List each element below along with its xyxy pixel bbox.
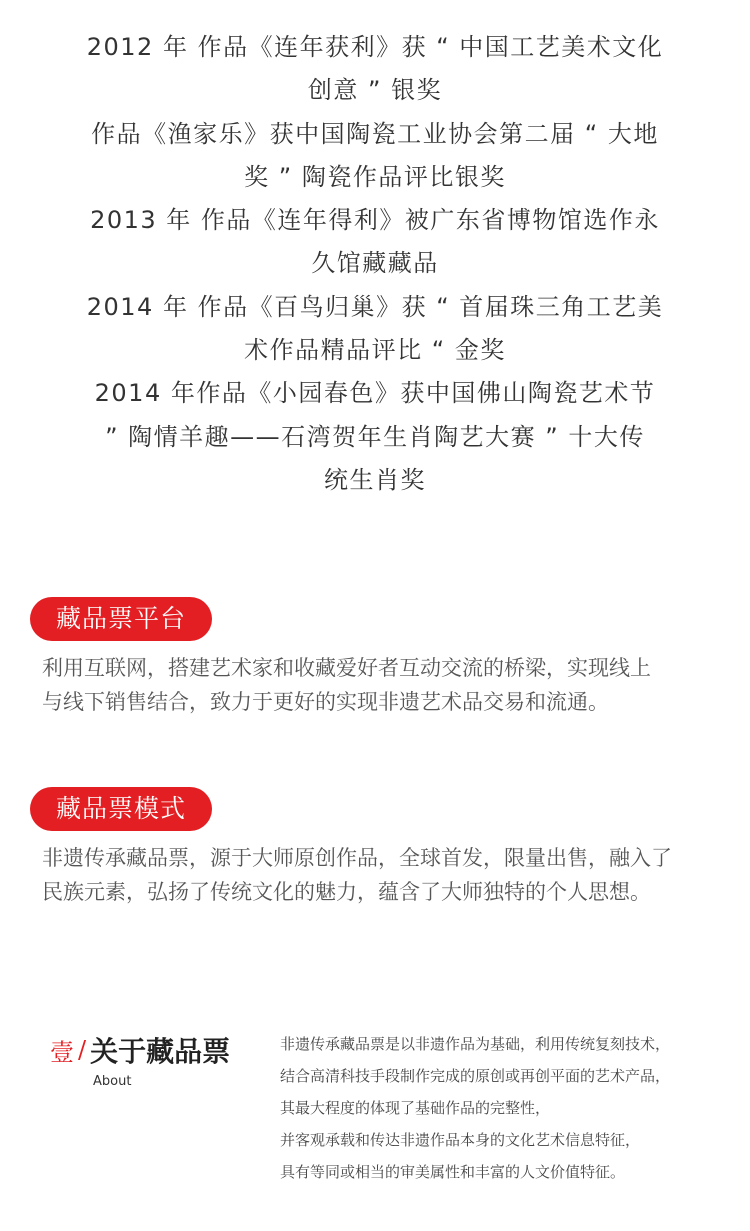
award-line: 统生肖奖 (324, 465, 426, 494)
platform-heading-badge: 藏品票平台 (30, 597, 212, 641)
award-line: 久馆藏藏品 (311, 249, 439, 278)
about-slash: / (78, 1036, 87, 1064)
about-description-line: 结合高清科技手段制作完成的原创或再创平面的艺术产品， (280, 1067, 671, 1085)
platform-description-line: 利用互联网，搭建艺术家和收藏爱好者互动交流的桥梁，实现线上 (42, 656, 651, 680)
about-description-line: 非遗传承藏品票是以非遗作品为基础，利用传统复刻技术， (280, 1035, 671, 1053)
mode-description-line: 非遗传承藏品票，源于大师原创作品，全球首发，限量出售，融入了 (42, 846, 672, 870)
award-line: 奖 ” 陶瓷作品评比银奖 (244, 162, 506, 191)
award-line: 作品《渔家乐》获中国陶瓷工业协会第二届 “ 大地 (91, 119, 659, 148)
mode-description-line: 民族元素，弘扬了传统文化的魅力，蕴含了大师独特的个人思想。 (42, 880, 651, 904)
award-line: 创意 ” 银奖 (307, 76, 443, 105)
award-line: 术作品精品评比 “ 金奖 (244, 336, 506, 365)
about-heading (50, 1030, 260, 1070)
award-line: 2014 年作品《小园春色》获中国佛山陶瓷艺术节 (94, 379, 656, 408)
award-line: 2012 年 作品《连年获利》获 “ 中国工艺美术文化 (86, 33, 664, 61)
about-description-line: 并客观承载和传达非遗作品本身的文化艺术信息特征， (280, 1131, 641, 1149)
platform-description (42, 651, 722, 719)
platform-description-line: 与线下销售结合，致力于更好的实现非遗艺术品交易和流通。 (42, 690, 609, 714)
about-description-line: 其最大程度的体现了基础作品的完整性， (280, 1099, 551, 1117)
awards-list (60, 26, 690, 502)
about-section-number: 壹 (50, 1038, 74, 1067)
award-line: 2013 年 作品《连年得利》被广东省博物馆选作永 (90, 206, 660, 235)
mode-description (42, 841, 722, 909)
award-line: 2014 年 作品《百鸟归巢》获 “ 首届珠三角工艺美 (86, 292, 664, 321)
about-subtitle: About (93, 1074, 132, 1089)
mode-heading-badge: 藏品票模式 (30, 787, 212, 831)
about-title: 关于藏品票 (90, 1035, 231, 1068)
award-line: ” 陶情羊趣——石湾贺年生肖陶艺大赛 ” 十大传 (105, 422, 645, 451)
about-description-line: 具有等同或相当的审美属性和丰富的人文价值特征。 (280, 1163, 626, 1181)
about-description (280, 1028, 720, 1188)
